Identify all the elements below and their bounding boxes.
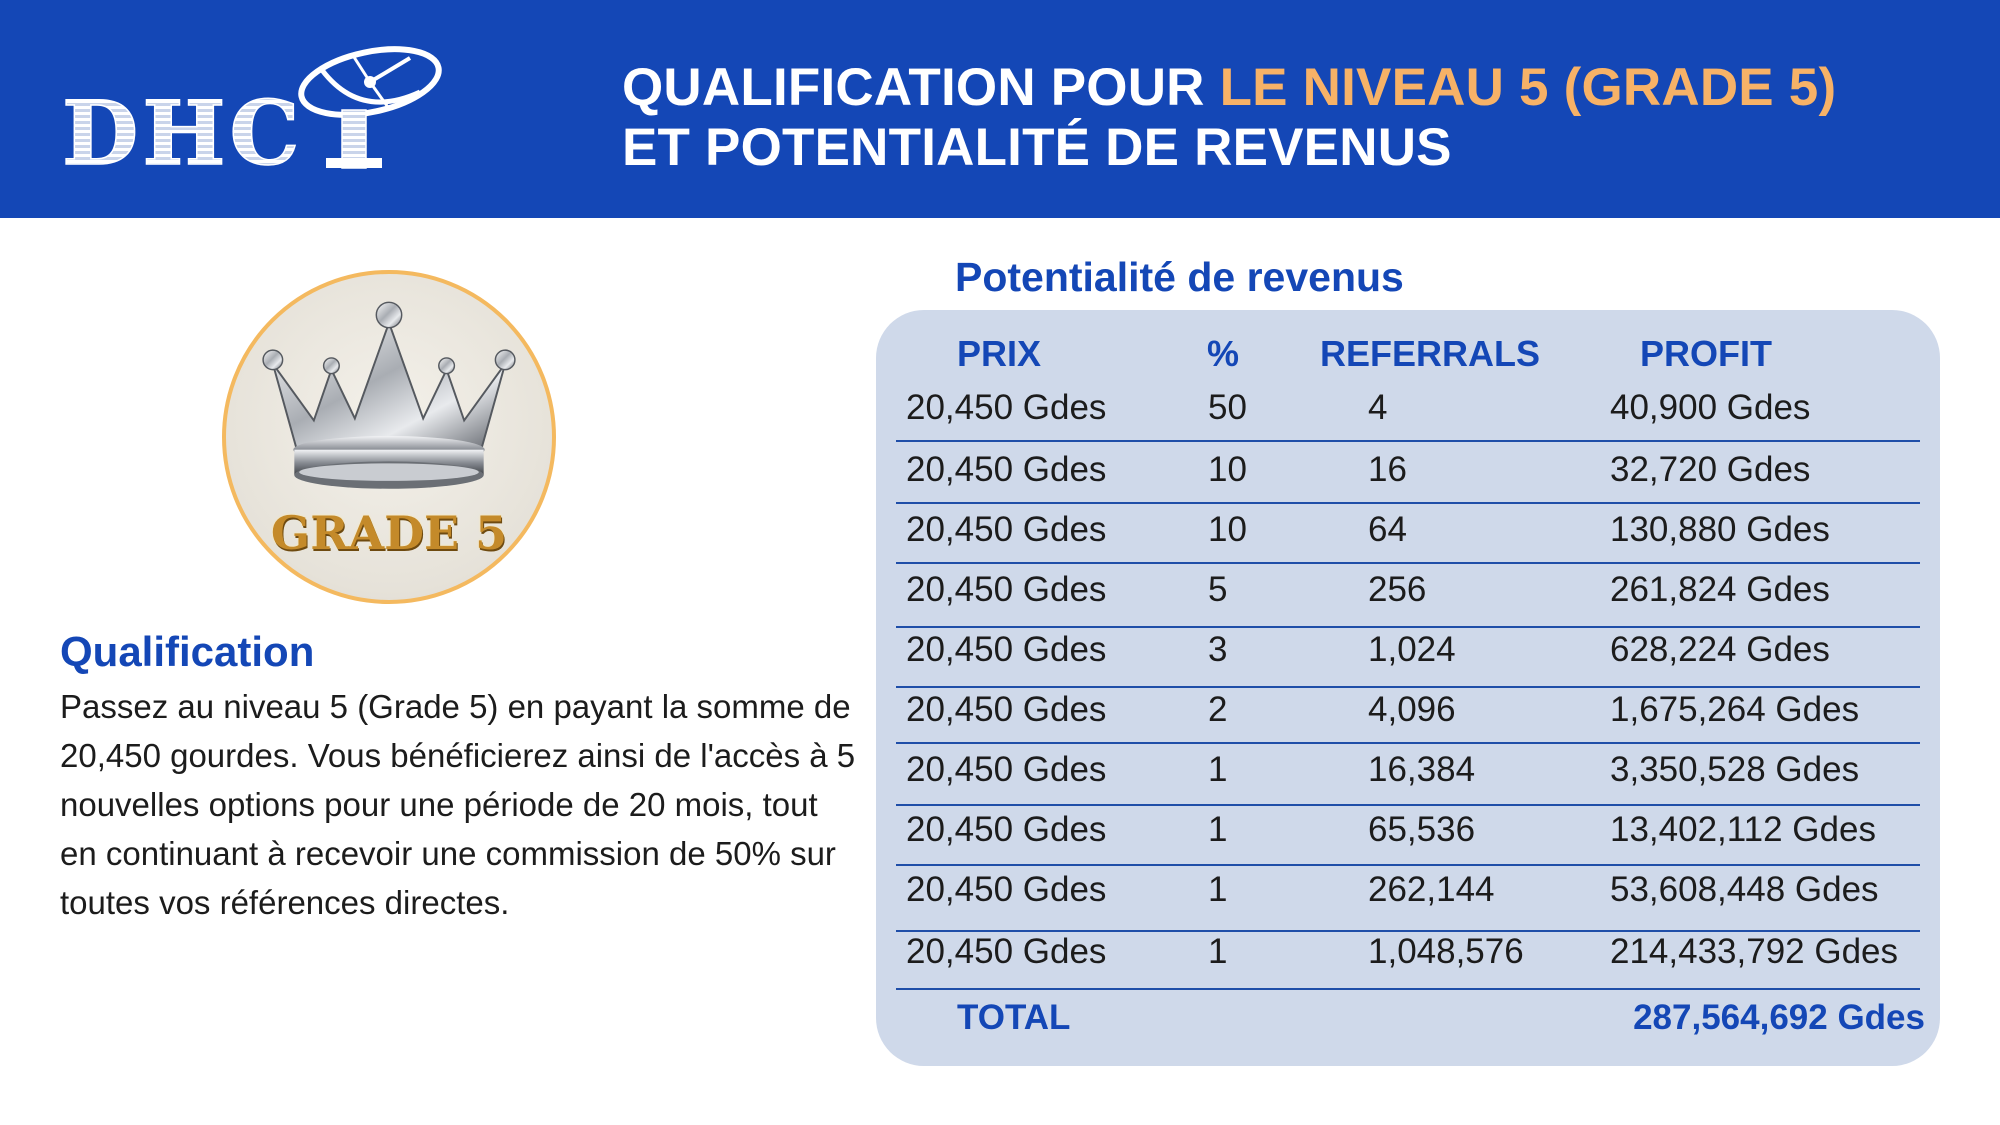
total-value: 287,564,692 Gdes: [1633, 998, 1925, 1037]
cell-percent: 2: [1208, 690, 1228, 729]
title-part-1: QUALIFICATION POUR: [622, 58, 1220, 117]
table-row: [896, 570, 1920, 630]
cell-prix: 20,450 Gdes: [906, 630, 1107, 669]
title-line-2: ET POTENTIALITÉ DE REVENUS: [622, 118, 1452, 177]
grade-label: GRADE 5: [270, 506, 508, 560]
column-header-profit: PROFIT: [1640, 333, 1772, 374]
cell-percent: 5: [1208, 570, 1228, 609]
title-accent: LE NIVEAU 5 (GRADE 5): [1219, 58, 1837, 117]
cell-referrals: 16: [1368, 450, 1407, 489]
cell-percent: 1: [1208, 750, 1228, 789]
qualification-text: Passez au niveau 5 (Grade 5) en payant la somme de 20,450 gourdes. Vous bénéficierez ainsi de l'accès à 5 nouvelles options pour une période de 20 mois, tout en continuant à recevoir une commission de 50% sur toutes vos références directes.: [60, 688, 856, 921]
cell-prix: 20,450 Gdes: [906, 810, 1107, 849]
cell-percent: 50: [1208, 388, 1247, 427]
cell-referrals: 16,384: [1368, 750, 1476, 789]
satellite-dish-icon: [60, 40, 460, 180]
table-row: [896, 690, 1920, 750]
cell-percent: 3: [1208, 630, 1228, 669]
column-header-referrals: REFERRALS: [1320, 333, 1541, 374]
cell-prix: 20,450 Gdes: [906, 388, 1107, 427]
column-header-prix: PRIX: [957, 333, 1042, 374]
cell-profit: 40,900 Gdes: [1610, 388, 1811, 427]
cell-prix: 20,450 Gdes: [906, 570, 1107, 609]
cell-profit: 261,824 Gdes: [1610, 570, 1830, 609]
cell-percent: 1: [1208, 810, 1228, 849]
cell-referrals: 65,536: [1368, 810, 1476, 849]
cell-profit: 32,720 Gdes: [1610, 450, 1811, 489]
row-divider: [896, 562, 1920, 564]
svg-text:DHC: DHC: [62, 81, 304, 180]
table-row: [896, 750, 1920, 810]
table-row: [896, 630, 1920, 690]
table-row: [896, 510, 1920, 570]
cell-referrals: 64: [1368, 510, 1407, 549]
cell-prix: 20,450 Gdes: [906, 510, 1107, 549]
cell-profit: 1,675,264 Gdes: [1610, 690, 1860, 729]
row-divider: [896, 440, 1920, 442]
cell-profit: 628,224 Gdes: [1610, 630, 1830, 669]
cell-prix: 20,450 Gdes: [906, 690, 1107, 729]
row-divider: [896, 626, 1920, 628]
cell-referrals: 1,048,576: [1368, 932, 1524, 971]
cell-profit: 214,433,792 Gdes: [1610, 932, 1899, 971]
cell-prix: 20,450 Gdes: [906, 870, 1107, 909]
cell-profit: 3,350,528 Gdes: [1610, 750, 1860, 789]
row-divider: [896, 988, 1920, 990]
cell-profit: 13,402,112 Gdes: [1610, 810, 1876, 849]
cell-percent: 10: [1208, 510, 1247, 549]
total-label: TOTAL: [957, 998, 1071, 1037]
table-row: [896, 388, 1920, 448]
grade-badge: [222, 270, 556, 604]
page-title: [622, 58, 1962, 178]
cell-referrals: 1,024: [1368, 630, 1456, 669]
row-divider: [896, 502, 1920, 504]
qualification-heading: Qualification: [60, 628, 315, 675]
cell-referrals: 4,096: [1368, 690, 1456, 729]
row-divider: [896, 742, 1920, 744]
cell-percent: 10: [1208, 450, 1247, 489]
table-row: [896, 932, 1920, 992]
row-divider: [896, 686, 1920, 688]
cell-percent: 1: [1208, 932, 1228, 971]
cell-referrals: 256: [1368, 570, 1427, 609]
header-banner: [0, 0, 2000, 218]
cell-prix: 20,450 Gdes: [906, 450, 1107, 489]
column-header-percent: %: [1207, 333, 1240, 374]
cell-referrals: 4: [1368, 388, 1388, 427]
cell-profit: 53,608,448 Gdes: [1610, 870, 1879, 909]
revenue-heading: Potentialité de revenus: [955, 254, 1404, 300]
row-divider: [896, 804, 1920, 806]
cell-prix: 20,450 Gdes: [906, 750, 1107, 789]
row-divider: [896, 864, 1920, 866]
title-line-1: [622, 58, 1962, 118]
table-row: [896, 870, 1920, 930]
cell-referrals: 262,144: [1368, 870, 1495, 909]
table-row: [896, 450, 1920, 510]
cell-percent: 1: [1208, 870, 1228, 909]
cell-profit: 130,880 Gdes: [1610, 510, 1830, 549]
table-row: [896, 810, 1920, 870]
dhcp-logo: [60, 40, 460, 180]
cell-prix: 20,450 Gdes: [906, 932, 1107, 971]
